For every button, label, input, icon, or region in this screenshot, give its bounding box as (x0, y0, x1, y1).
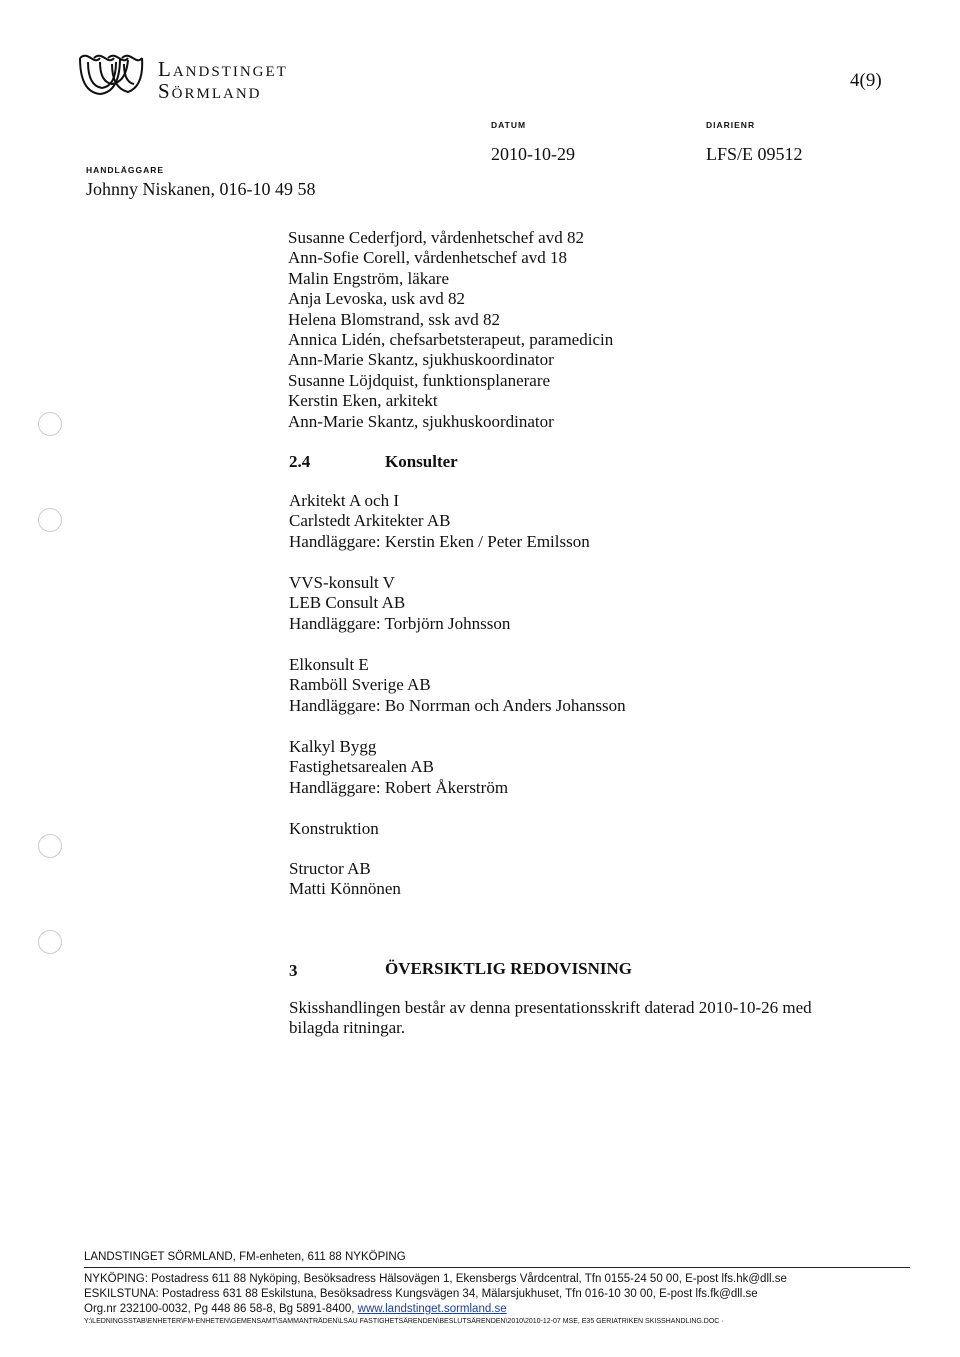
group-line: VVS-konsult V (289, 573, 395, 592)
footer-divider (84, 1267, 910, 1268)
punch-hole (38, 930, 62, 954)
list-item: Ann-Marie Skantz, sjukhuskoordinator (288, 411, 554, 431)
group-line: Carlstedt Arkitekter AB (289, 511, 451, 531)
paragraph-line: Skisshandlingen består av denna presentationsskrift daterad 2010-10-26 med (289, 998, 812, 1017)
consultant-group (289, 819, 379, 839)
footer-organization: LANDSTINGET SÖRMLAND, FM-enheten, 611 88 NYKÖPING (84, 1251, 406, 1263)
handlaggare-label: HANDLÄGGARE (86, 165, 165, 175)
list-item: Ann-Sofie Corell, vårdenhetschef avd 18 (288, 248, 567, 268)
consultant-group (289, 737, 508, 798)
participants-list (288, 228, 613, 432)
list-item: Anja Levoska, usk avd 82 (288, 289, 466, 309)
group-line: Handläggare: Kerstin Eken / Peter Emilsson (289, 531, 590, 551)
datum-label: DATUM (491, 120, 527, 130)
file-path: Y:\LEDNINGSSTAB\ENHETER\FM-ENHETEN\GEMENSAMT\SAMMANTRÄDEN\LSAU FASTIGHETSÄRENDEN\BESLUTSÄRENDEN\2010\2010-12-07 MSE, E35 GERIATRIKEN SKISSHANDLING.DOC · (84, 1318, 724, 1325)
handlaggare-value: Johnny Niskanen, 016-10 49 58 (86, 179, 316, 199)
section-title: ÖVERSIKTLIG REDOVISNING (385, 959, 633, 978)
list-item: Helena Blomstrand, ssk avd 82 (288, 309, 500, 329)
list-item: Susanne Löjdquist, funktionsplanerare (288, 370, 551, 390)
group-line: Structor AB (289, 859, 371, 878)
group-line: Arkitekt A och I (289, 491, 400, 510)
organization-name (158, 58, 288, 102)
datum-value: 2010-10-29 (491, 144, 575, 164)
group-line: Handläggare: Bo Norrman och Anders Johansson (289, 695, 626, 715)
section-number: 3 (289, 961, 298, 980)
group-line: Ramböll Sverige AB (289, 675, 431, 695)
list-item: Kerstin Eken, arkitekt (288, 391, 438, 411)
consultant-group (289, 491, 590, 552)
diarienr-label: DIARIENR (706, 120, 756, 130)
paragraph-line: bilagda ritningar. (289, 1018, 406, 1038)
org-number-text: Org.nr 232100-0032, Pg 448 86 58-8, Bg 5891-8400, (84, 1303, 358, 1315)
consultant-group (289, 859, 401, 900)
section-title: Konsulter (385, 452, 458, 471)
org-line-2: Sörmland (158, 79, 262, 103)
punch-hole (38, 834, 62, 858)
list-item: Annica Lidén, chefsarbetsterapeut, paramedicin (288, 330, 614, 350)
consultant-group (289, 573, 510, 634)
list-item: Ann-Marie Skantz, sjukhuskoordinator (288, 350, 554, 370)
punch-hole (38, 412, 62, 436)
section-number: 2.4 (289, 452, 311, 471)
section-paragraph (289, 998, 812, 1039)
diarienr-value: LFS/E 09512 (706, 144, 803, 164)
group-line: LEB Consult AB (289, 593, 406, 613)
footer-contact (84, 1272, 787, 1317)
footer-line: ESKILSTUNA: Postadress 631 88 Eskilstuna, Besöksadress Kungsvägen 34, Mälarsjukhuset, Tfn 016-10 30 00, E-post lfs.fk@dll.se (84, 1288, 758, 1300)
punch-hole (38, 508, 62, 532)
group-line: Handläggare: Robert Åkerström (289, 777, 509, 797)
group-line: Kalkyl Bygg (289, 737, 377, 756)
list-item: Malin Engström, läkare (288, 268, 449, 288)
footer-line: NYKÖPING: Postadress 611 88 Nyköping, Besöksadress Hälsovägen 1, Ekensbergs Vårdcentral, Tfn 0155-24 50 00, E-post lfs.hk@dll.se (84, 1273, 787, 1285)
page-number: 4(9) (850, 70, 882, 91)
consultant-group (289, 655, 626, 716)
website-link[interactable]: www.landstinget.sormland.se (357, 1303, 507, 1315)
footer-line (84, 1302, 787, 1317)
org-line-1: Landstinget (158, 57, 288, 81)
group-line: Handläggare: Torbjörn Johnsson (289, 613, 511, 633)
group-line: Matti Könnönen (289, 879, 401, 899)
landstinget-logo-icon (76, 52, 150, 98)
group-line: Elkonsult E (289, 655, 369, 674)
list-item: Susanne Cederfjord, vårdenhetschef avd 82 (288, 228, 584, 247)
group-line: Fastighetsarealen AB (289, 757, 434, 777)
group-line: Konstruktion (289, 819, 379, 838)
